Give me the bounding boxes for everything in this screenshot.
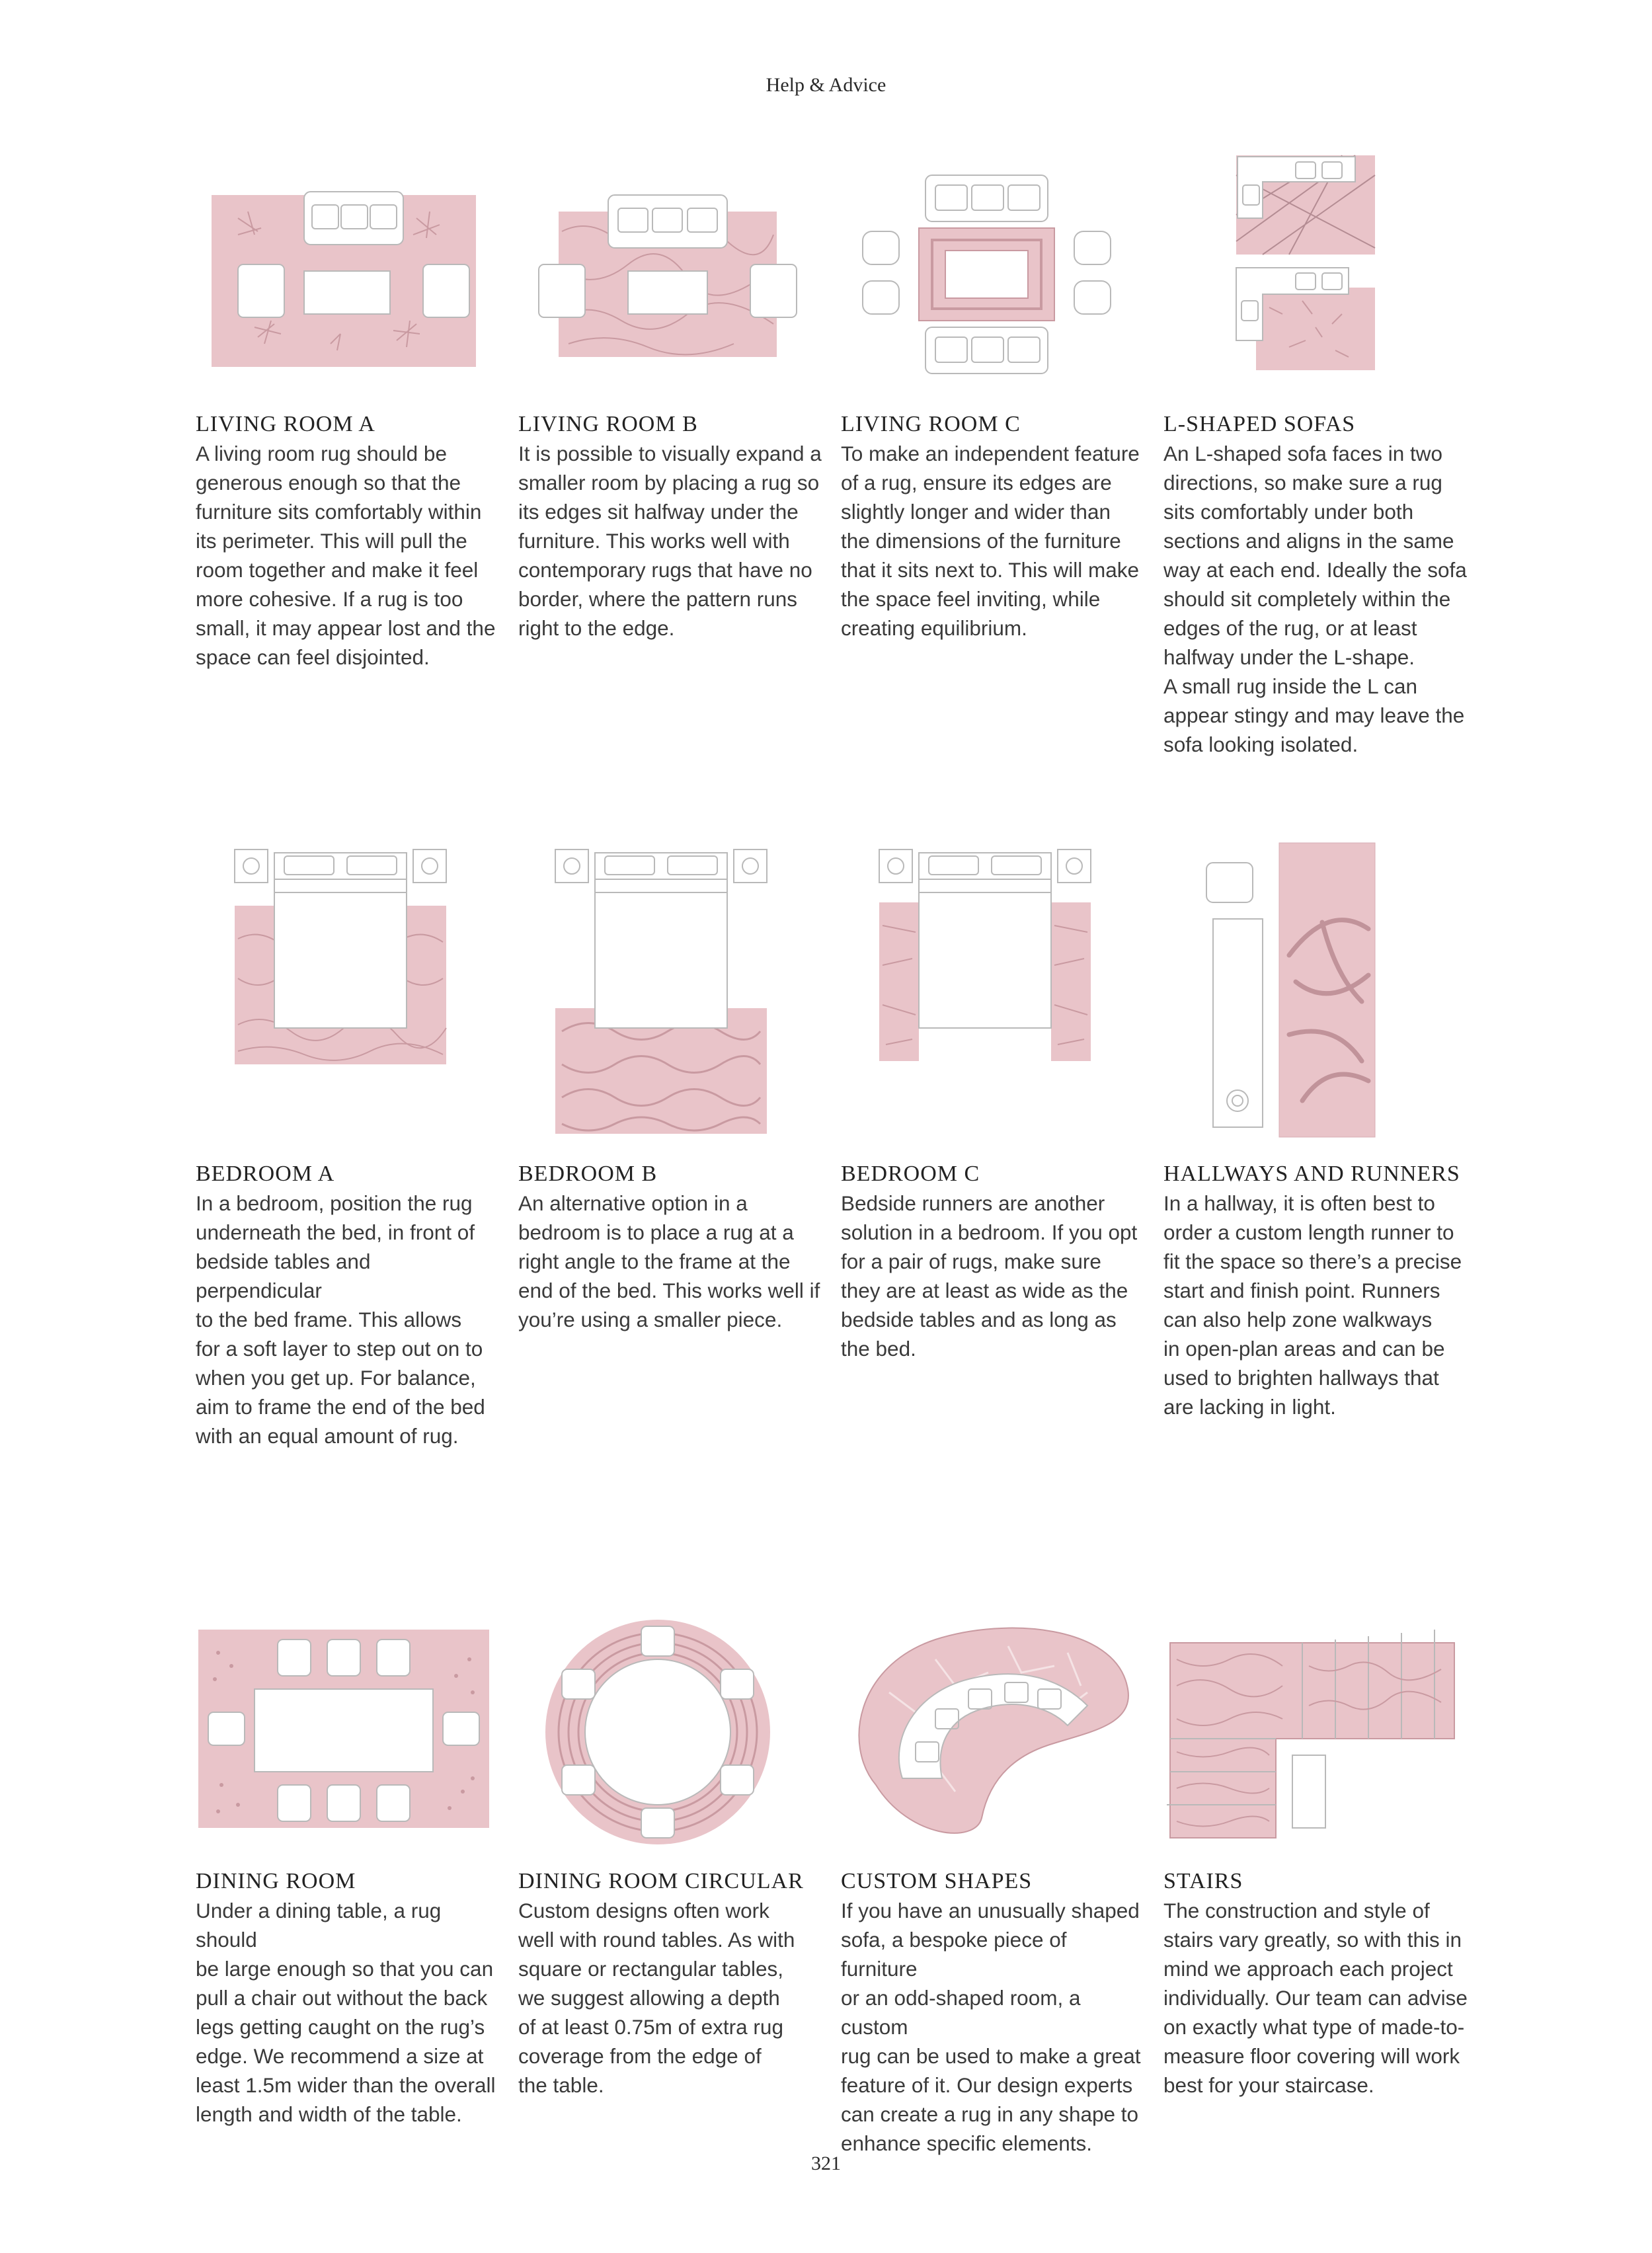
section-body: In a hallway, it is often best to order a custom length runner to fit the space so there’s a precise start and finish point. Runners can also help zone walkways in open-plan areas and can be used to brighten hallways that are lacking in light. [1163,1191,1462,1419]
section-body: An alternative option in a bedroom is to place a rug at a right angle to the frame at the end of the bed. This works well if you’re using a smaller piece. [518,1191,820,1331]
section-living-room-a [196,410,500,672]
illustration-bedroom-c [869,840,1101,1071]
page-number: 321 [811,2153,841,2174]
section-body: To make an independent feature of a rug, ensure its edges are slightly longer and wider than the dimensions of the furniture that it sits next to. This will make the space feel inviting, while creating equilibrium. [841,442,1140,640]
section-header: Help & Advice [766,74,886,96]
section-title: L-SHAPED SOFAS [1163,412,1356,436]
section-custom-shapes [841,1867,1145,2158]
section-title: LIVING ROOM B [518,412,698,436]
section-dining-room [196,1867,500,2129]
illustration-living-room-a [198,178,489,377]
section-body: An L-shaped sofa faces in two directions, so make sure a rug sits comfortably under both sections and aligns in the same way at each end. Ideally the sofa should sit completely within the edges of the rug, or at least halfway under the L-shape. A small rug inside the L can appear stingy and may leave the sofa looking isolated. [1163,442,1467,756]
illustration-living-room-c [853,169,1117,387]
section-title: LIVING ROOM A [196,412,375,436]
illustration-bedroom-b [545,840,777,1137]
section-bedroom-b [518,1160,822,1334]
section-title: LIVING ROOM C [841,412,1021,436]
section-title: DINING ROOM CIRCULAR [518,1869,804,1893]
illustration-stairs [1157,1613,1461,1851]
illustration-dining-room [192,1620,496,1838]
section-body: A living room rug should be generous enough so that the furniture sits comfortably within its perimeter. This will pull the room together and make it feel more cohesive. If a rug is too small, it may appear lost and the space can feel disjointed. [196,442,496,669]
section-body: Under a dining table, a rug should be large enough so that you can pull a chair out without the back legs getting caught on the rug’s edge. We recommend a size at least 1.5m wider than the overall length and width of the table. [196,1899,496,2126]
illustration-living-room-b [529,178,806,377]
illustration-dining-room-circular [539,1613,777,1851]
section-title: HALLWAYS AND RUNNERS [1163,1162,1460,1186]
illustration-hallways-and-runners [1190,836,1388,1140]
section-title: BEDROOM C [841,1162,980,1186]
section-hallways-and-runners [1163,1160,1468,1421]
section-body: Bedside runners are another solution in a bedroom. If you opt for a pair of rugs, make sure they are at least as wide as the bedside tables and as long as the bed. [841,1191,1138,1361]
section-body: It is possible to visually expand a smaller room by placing a rug so its edges sit halfway under the furniture. This works well with contemporary rugs that have no border, where the pattern runs right to the edge. [518,442,822,640]
section-l-shaped-sofas [1163,410,1468,759]
section-living-room-b [518,410,822,643]
section-body: The construction and style of stairs vary greatly, so with this in mind we approach each project individually. Our team can advise on exactly what type of made-to- measure floor covering will work best for your staircase. [1163,1899,1468,2097]
illustration-custom-shapes [836,1613,1134,1851]
section-living-room-c [841,410,1145,643]
section-body: In a bedroom, position the rug underneath the bed, in front of bedside tables and perpendicular to the bed frame. This allows for a soft layer to step out on to when you get up. For balance, aim to frame the end of the bed with an equal amount of rug. [196,1191,485,1448]
section-dining-room-circular [518,1867,822,2100]
section-stairs [1163,1867,1468,2100]
section-title: CUSTOM SHAPES [841,1869,1033,1893]
section-title: DINING ROOM [196,1869,356,1893]
illustration-l-shaped-sofas [1223,149,1382,374]
section-bedroom-a [196,1160,500,1450]
illustration-bedroom-a [225,840,456,1071]
section-body: If you have an unusually shaped sofa, a bespoke piece of furniture or an odd-shaped room, a custom rug can be used to make a great feature of it. Our design experts can create a rug in any shape to enhance specific elements. [841,1899,1141,2155]
section-title: BEDROOM A [196,1162,335,1186]
section-title: BEDROOM B [518,1162,658,1186]
section-bedroom-c [841,1160,1145,1363]
section-body: Custom designs often work well with round tables. As with square or rectangular tables, we suggest allowing a depth of at least 0.75m of extra rug coverage from the edge of the table. [518,1899,795,2097]
section-title: STAIRS [1163,1869,1243,1893]
